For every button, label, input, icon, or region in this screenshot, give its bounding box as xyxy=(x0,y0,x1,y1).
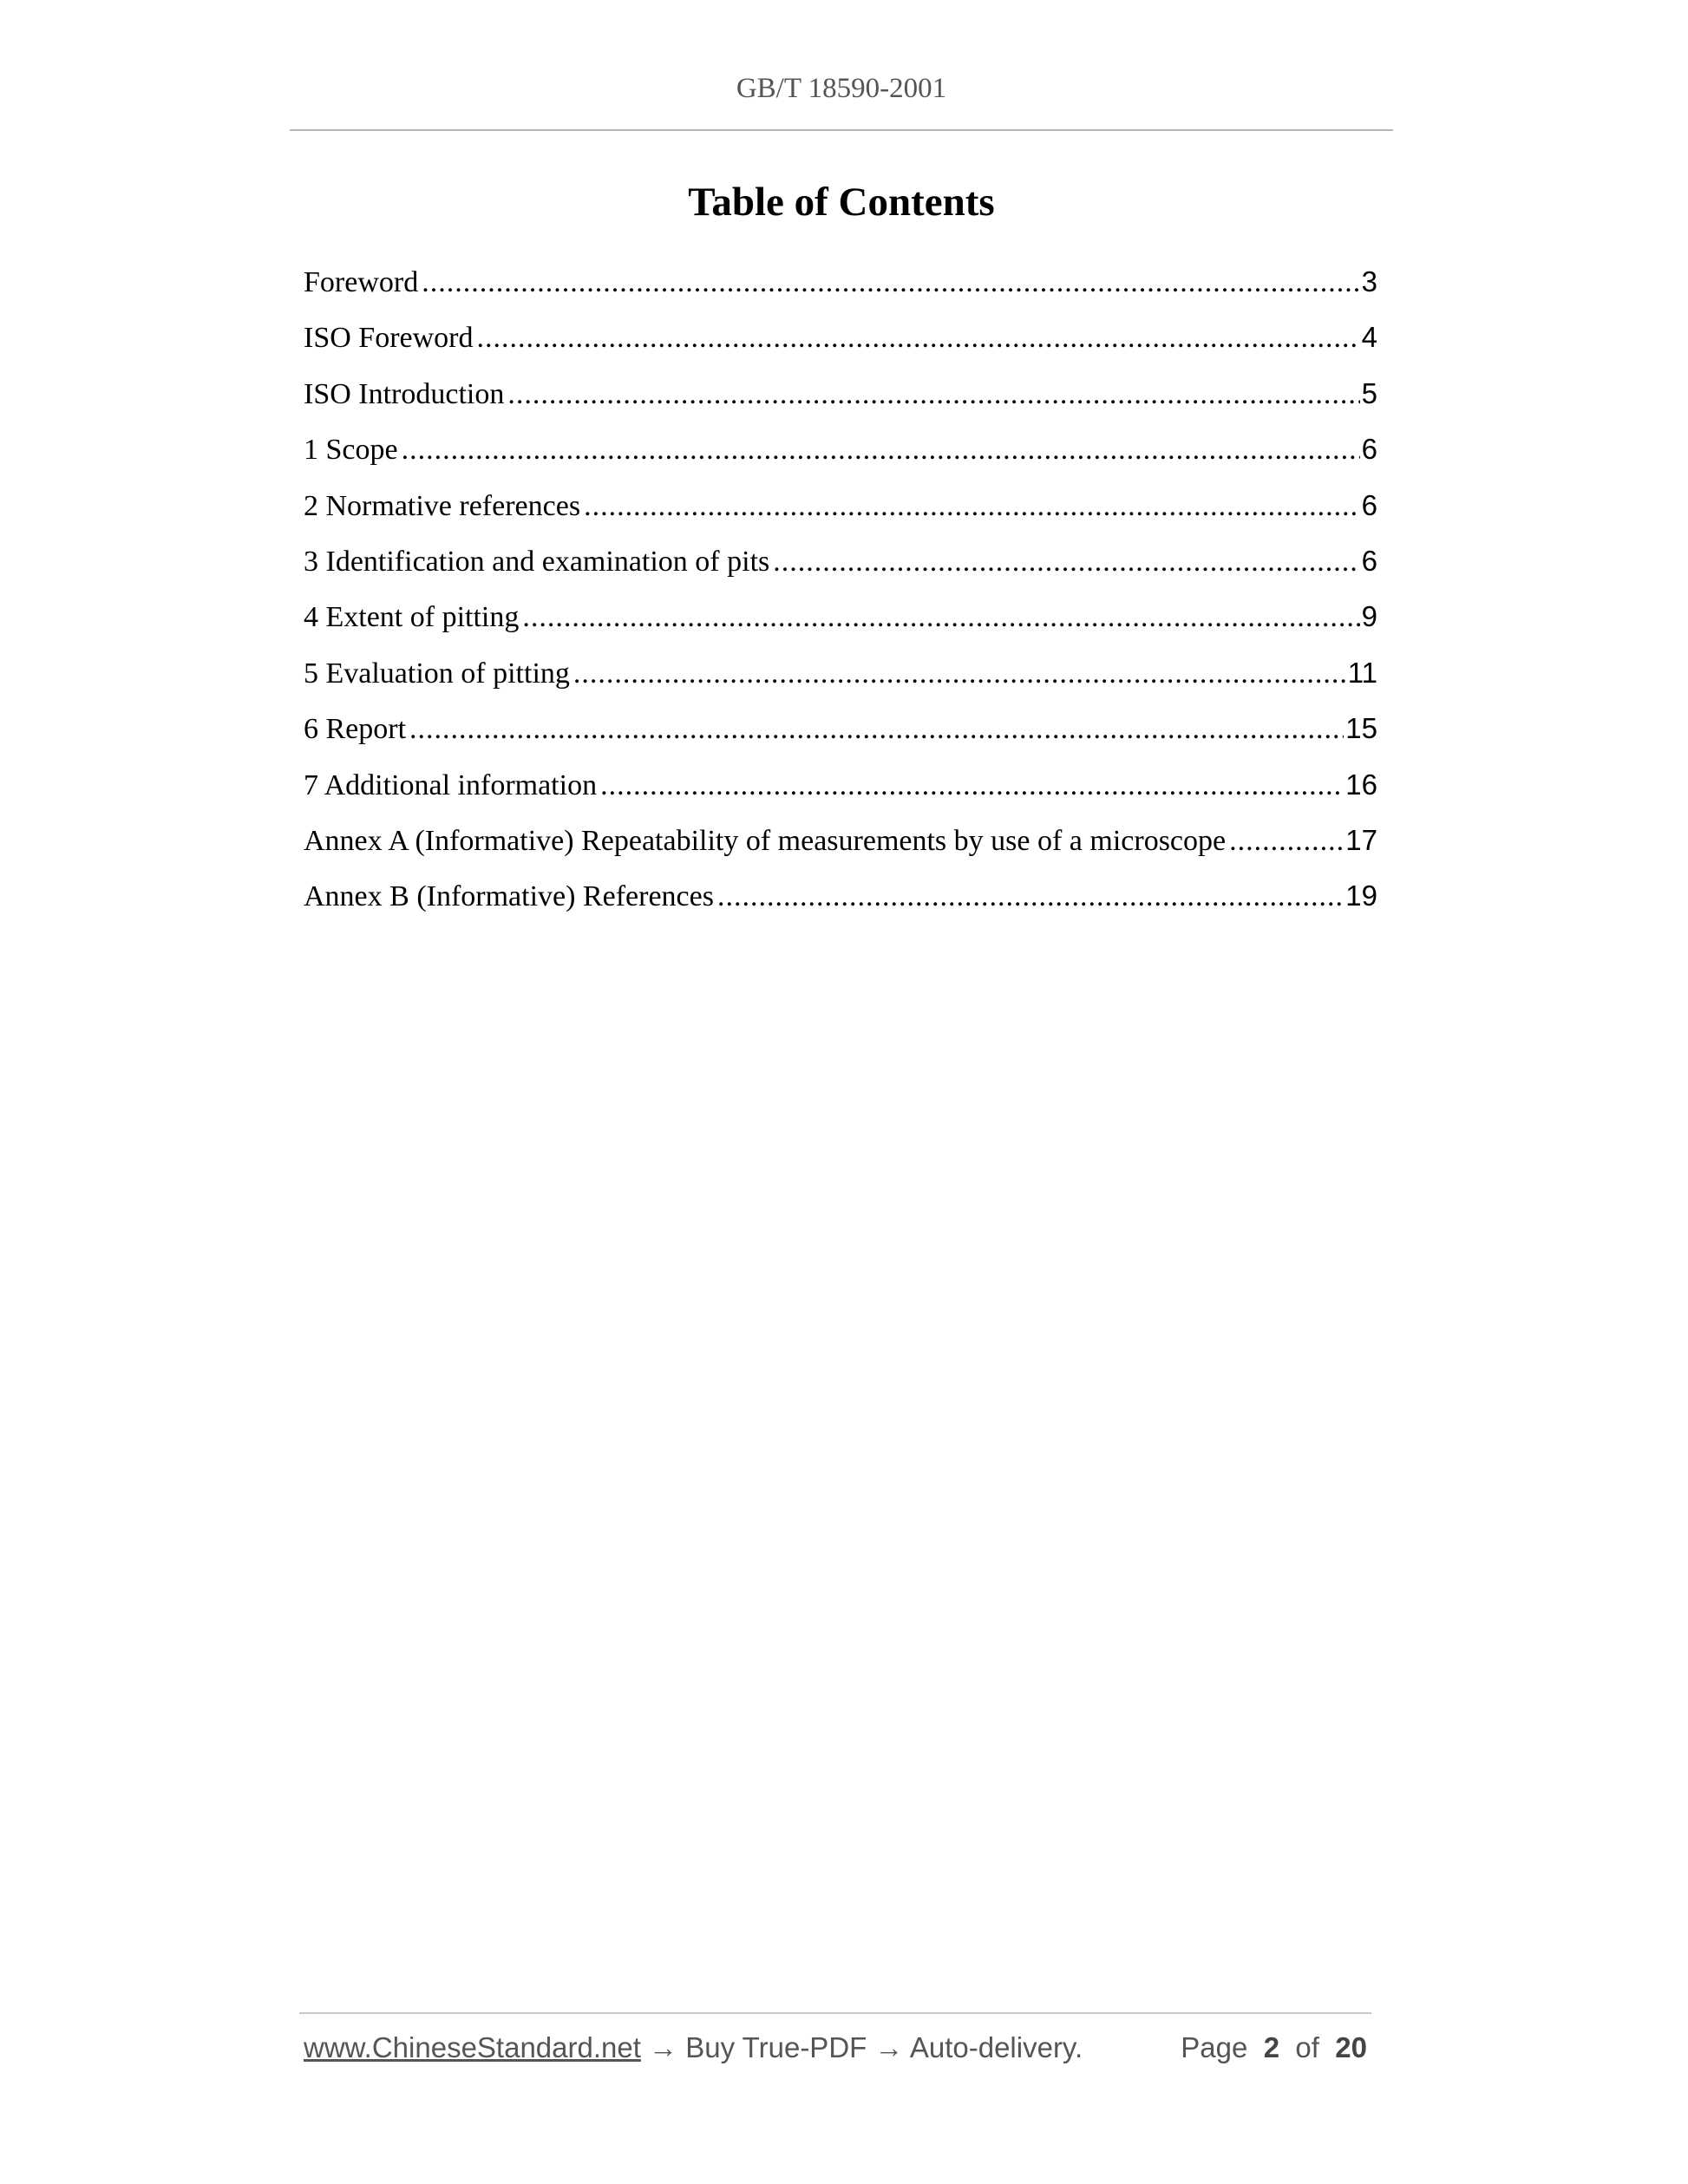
toc-leader-dots xyxy=(409,707,1344,752)
toc-entry-label: 4 Extent of pitting xyxy=(304,601,520,634)
toc-entry-label: Annex A (Informative) Repeatability of measurements by use of a microscope xyxy=(304,824,1227,857)
toc-entry-page: 6 xyxy=(1361,544,1377,577)
toc-leader-dots xyxy=(573,651,1346,696)
of-word: of xyxy=(1295,2031,1319,2063)
toc-entry-page: 6 xyxy=(1361,433,1377,466)
toc-title: Table of Contents xyxy=(688,180,995,225)
toc-entry-label: ISO Introduction xyxy=(304,377,505,410)
toc-list xyxy=(304,259,1377,930)
toc-entry-label: Annex B (Informative) References xyxy=(304,880,714,913)
toc-entry-label: 6 Report xyxy=(304,713,407,746)
toc-leader-dots xyxy=(717,874,1344,919)
page-number xyxy=(1181,2031,1367,2064)
toc-entry[interactable] xyxy=(304,818,1377,873)
delivery-text: Auto-delivery. xyxy=(909,2031,1083,2063)
toc-entry-label: 3 Identification and examination of pits xyxy=(304,545,770,578)
footer-divider xyxy=(299,2012,1371,2014)
page-footer xyxy=(304,2031,1367,2064)
toc-entry[interactable] xyxy=(304,594,1377,650)
toc-entry-label: 5 Evaluation of pitting xyxy=(304,657,570,690)
toc-leader-dots xyxy=(507,372,1359,417)
toc-entry[interactable] xyxy=(304,651,1377,706)
toc-entry-label: 2 Normative references xyxy=(304,489,581,522)
toc-entry-page: 11 xyxy=(1347,656,1377,689)
toc-entry-label: 1 Scope xyxy=(304,434,398,467)
page-total: 20 xyxy=(1335,2031,1367,2063)
toc-entry-label: ISO Foreword xyxy=(304,322,474,355)
toc-leader-dots xyxy=(1229,819,1344,864)
buy-text: Buy True-PDF xyxy=(685,2031,867,2063)
toc-entry[interactable] xyxy=(304,762,1377,818)
page-word: Page xyxy=(1181,2031,1248,2063)
website-link[interactable]: www.ChineseStandard.net xyxy=(304,2031,641,2063)
toc-entry[interactable] xyxy=(304,315,1377,370)
toc-entry-page: 5 xyxy=(1361,376,1377,409)
arrow-right-icon: → xyxy=(874,2031,904,2063)
toc-leader-dots xyxy=(773,539,1359,585)
running-header: GB/T 18590-2001 xyxy=(736,73,947,104)
toc-entry-label: Foreword xyxy=(304,266,419,298)
toc-leader-dots xyxy=(522,595,1359,640)
toc-entry[interactable] xyxy=(304,371,1377,427)
header-divider xyxy=(290,129,1393,131)
toc-entry-page: 15 xyxy=(1345,712,1377,745)
toc-leader-dots xyxy=(402,428,1360,473)
toc-entry[interactable] xyxy=(304,539,1377,594)
toc-entry-page: 17 xyxy=(1345,823,1377,856)
toc-leader-dots xyxy=(584,484,1360,529)
toc-entry[interactable] xyxy=(304,259,1377,315)
toc-entry-label: 7 Additional information xyxy=(304,768,598,801)
toc-leader-dots xyxy=(422,260,1359,305)
toc-entry-page: 4 xyxy=(1361,321,1377,354)
toc-entry[interactable] xyxy=(304,427,1377,482)
toc-entry-page: 16 xyxy=(1345,768,1377,801)
page-current: 2 xyxy=(1263,2031,1280,2063)
toc-entry[interactable] xyxy=(304,483,1377,539)
toc-leader-dots xyxy=(476,316,1359,361)
toc-entry-page: 9 xyxy=(1361,600,1377,633)
toc-entry[interactable] xyxy=(304,706,1377,762)
toc-entry[interactable] xyxy=(304,873,1377,929)
toc-entry-page: 3 xyxy=(1361,265,1377,298)
footer-promo xyxy=(304,2031,1083,2064)
arrow-right-icon: → xyxy=(649,2031,678,2063)
toc-leader-dots xyxy=(600,763,1344,808)
toc-entry-page: 6 xyxy=(1361,488,1377,521)
toc-entry-page: 19 xyxy=(1345,879,1377,912)
